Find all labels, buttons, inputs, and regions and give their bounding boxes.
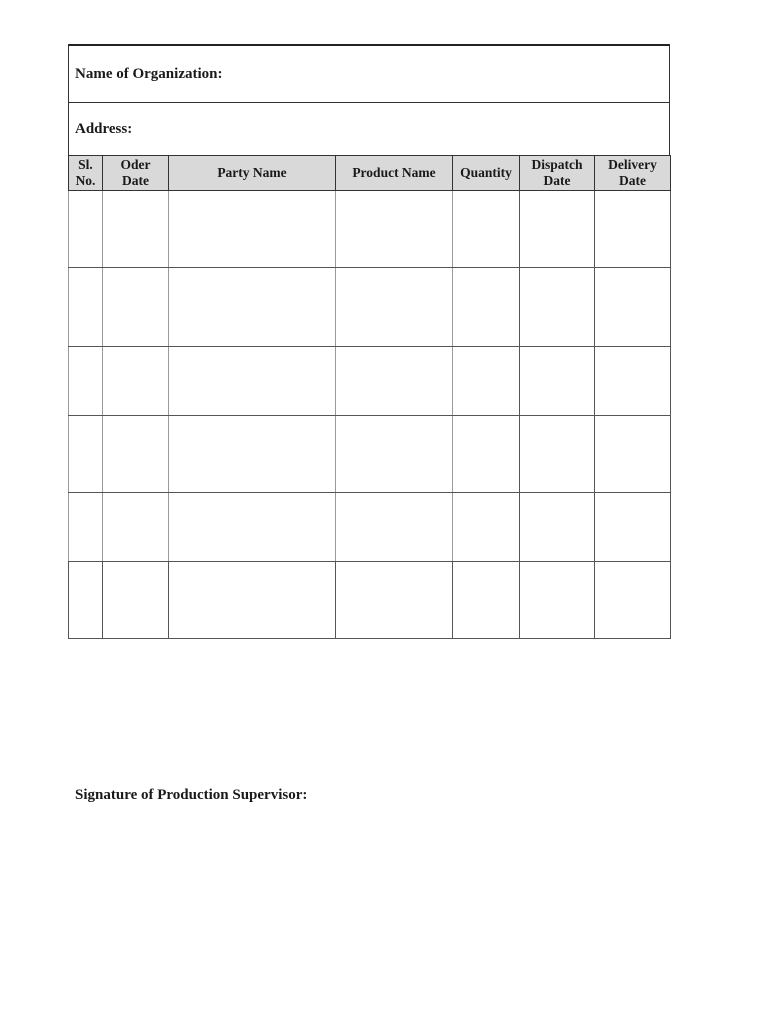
- signature-label: Signature of Production Supervisor:: [75, 787, 308, 803]
- cell-delivery-date[interactable]: [595, 191, 671, 268]
- cell-delivery-date[interactable]: [595, 562, 671, 639]
- cell-quantity[interactable]: [453, 562, 520, 639]
- cell-product-name[interactable]: [336, 347, 453, 416]
- header-delivery-date: Delivery Date: [595, 156, 671, 191]
- cell-quantity[interactable]: [453, 347, 520, 416]
- header-product-name: Product Name: [336, 156, 453, 191]
- cell-party-name[interactable]: [169, 493, 336, 562]
- table-row: [69, 347, 671, 416]
- cell-delivery-date[interactable]: [595, 416, 671, 493]
- cell-dispatch-date[interactable]: [520, 562, 595, 639]
- cell-order-date[interactable]: [103, 268, 169, 347]
- order-table: [68, 155, 671, 639]
- form-header: [68, 44, 670, 157]
- cell-order-date[interactable]: [103, 493, 169, 562]
- cell-quantity[interactable]: [453, 268, 520, 347]
- cell-party-name[interactable]: [169, 416, 336, 493]
- cell-party-name[interactable]: [169, 347, 336, 416]
- cell-sl-no[interactable]: [69, 562, 103, 639]
- cell-dispatch-date[interactable]: [520, 268, 595, 347]
- cell-sl-no[interactable]: [69, 347, 103, 416]
- cell-delivery-date[interactable]: [595, 347, 671, 416]
- header-quantity: Quantity: [453, 156, 520, 191]
- cell-product-name[interactable]: [336, 562, 453, 639]
- table-row: [69, 268, 671, 347]
- cell-product-name[interactable]: [336, 268, 453, 347]
- cell-sl-no[interactable]: [69, 191, 103, 268]
- cell-quantity[interactable]: [453, 493, 520, 562]
- cell-dispatch-date[interactable]: [520, 191, 595, 268]
- table-row: [69, 562, 671, 639]
- cell-delivery-date[interactable]: [595, 268, 671, 347]
- cell-product-name[interactable]: [336, 416, 453, 493]
- cell-delivery-date[interactable]: [595, 493, 671, 562]
- header-sl-no: Sl. No.: [69, 156, 103, 191]
- address-row: [69, 103, 669, 157]
- cell-party-name[interactable]: [169, 191, 336, 268]
- cell-sl-no[interactable]: [69, 416, 103, 493]
- cell-order-date[interactable]: [103, 416, 169, 493]
- table-row: [69, 416, 671, 493]
- header-party-name: Party Name: [169, 156, 336, 191]
- cell-product-name[interactable]: [336, 493, 453, 562]
- cell-product-name[interactable]: [336, 191, 453, 268]
- header-order-date: Oder Date: [103, 156, 169, 191]
- cell-sl-no[interactable]: [69, 268, 103, 347]
- organization-row: [69, 46, 669, 103]
- address-label: Address:: [75, 121, 133, 137]
- cell-party-name[interactable]: [169, 268, 336, 347]
- table-row: [69, 191, 671, 268]
- cell-order-date[interactable]: [103, 191, 169, 268]
- cell-order-date[interactable]: [103, 562, 169, 639]
- cell-dispatch-date[interactable]: [520, 493, 595, 562]
- organization-label: Name of Organization:: [75, 65, 223, 82]
- table-header-row: [69, 156, 671, 191]
- cell-quantity[interactable]: [453, 416, 520, 493]
- cell-order-date[interactable]: [103, 347, 169, 416]
- cell-dispatch-date[interactable]: [520, 416, 595, 493]
- table-row: [69, 493, 671, 562]
- cell-party-name[interactable]: [169, 562, 336, 639]
- cell-sl-no[interactable]: [69, 493, 103, 562]
- cell-quantity[interactable]: [453, 191, 520, 268]
- cell-dispatch-date[interactable]: [520, 347, 595, 416]
- header-dispatch-date: Dispatch Date: [520, 156, 595, 191]
